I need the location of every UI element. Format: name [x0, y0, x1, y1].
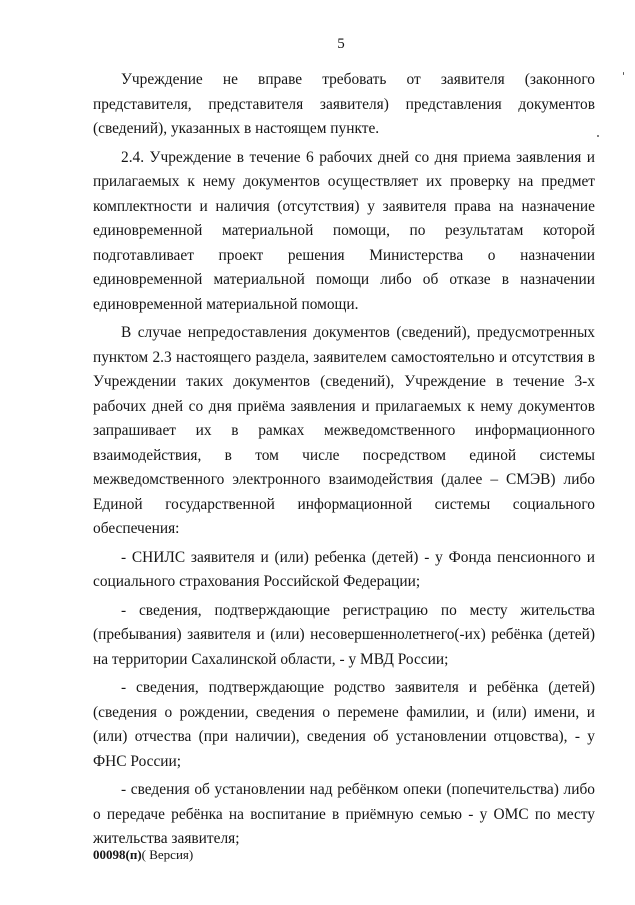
- paragraph-2-4: 2.4. Учреждение в течение 6 рабочих дней со дня приема заявления и прилагаемых к нему документов осуществляет их проверку на предмет комплектности и наличия (отсутствия) у заявителя права на назначение единовременной материальной помощи, по результатам которой подготавливает проект решения Министерства о назначении единовременной материальной помощи либо об отказе в назначении единовременной материальной помощи.: [93, 148, 595, 313]
- document-code: 00098(п): [93, 847, 142, 862]
- document-body: [93, 68, 595, 856]
- document-version: ( Версия): [141, 847, 194, 862]
- scan-speck: [597, 135, 599, 137]
- page-number: 5: [337, 36, 345, 52]
- footer-document-code: [93, 847, 193, 863]
- paragraph-restriction: Учреждение не вправе требовать от заявителя (законного представителя, представителя заявителя) представления документов (сведений), указанных в настоящем пункте.: [93, 71, 595, 137]
- list-item-registration: - сведения, подтверждающие регистрацию по месту жительства (пребывания) заявителя и (или) несовершеннолетнего(-их) ребёнка (детей) на территории Сахалинской области, - у МВД России;: [93, 601, 595, 668]
- list-item-kinship: - сведения, подтверждающие родство заявителя и ребёнка (детей) (сведения о рождении, сведения о перемене фамилии, и (или) имени, и (или) отчества (при наличии), сведения об установлении отцовства), - у ФНС России;: [93, 679, 595, 770]
- scan-speck: [623, 72, 624, 75]
- list-item-snils: - СНИЛС заявителя и (или) ребенка (детей) - у Фонда пенсионного и социального страхования Российской Федерации;: [93, 548, 595, 590]
- paragraph-interagency-request: В случае непредоставления документов (сведений), предусмотренных пунктом 2.3 настоящего раздела, заявителем самостоятельно и отсутствия в Учреждении таких документов (сведений), Учреждение в течение 3-х рабочих дней со дня приёма заявления и прилагаемых к нему документов запрашивает их в рамках межведомственного информационного взаимодействия, в том числе посредством единой системы межведомственного электронного взаимодействия (далее – СМЭВ) либо Единой государственной информационной системы социального обеспечения:: [93, 324, 595, 537]
- list-item-guardianship: - сведения об установлении над ребёнком опеки (попечительства) либо о передаче ребёнка на воспитание в приёмную семью - у ОМС по месту жительства заявителя;: [93, 781, 595, 847]
